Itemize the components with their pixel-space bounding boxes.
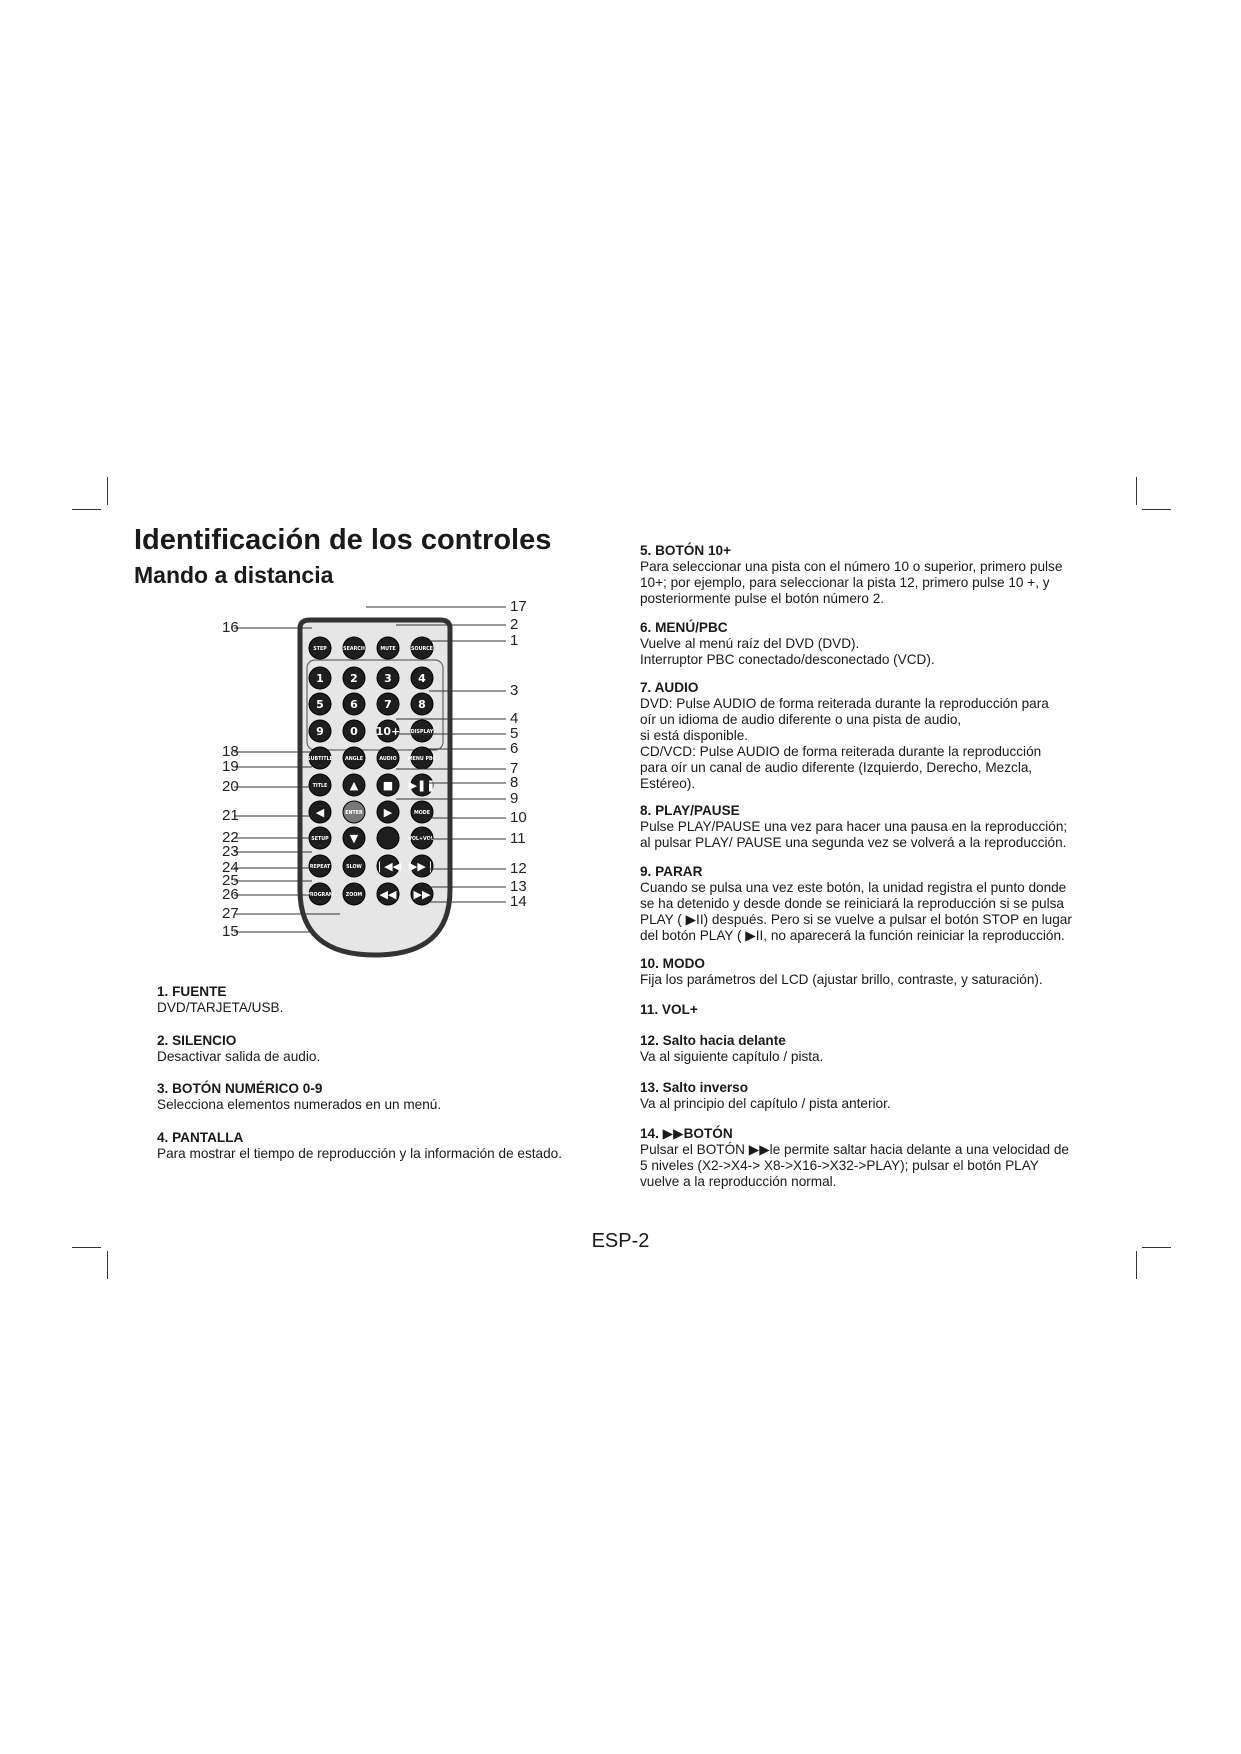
remote-button-mode (411, 801, 433, 823)
remote-button-label: TITLE (312, 784, 328, 789)
section-body: Fija los parámetros del LCD (ajustar brillo, contraste, y saturación). (640, 972, 1043, 987)
section (640, 1002, 1080, 1018)
remote-button-label: 10+ (375, 725, 401, 738)
callout-number: 23 (222, 843, 239, 860)
section (157, 1033, 597, 1065)
callout-number: 16 (222, 619, 239, 636)
remote-button-label: REPEAT (309, 865, 331, 870)
callout-number: 22 (222, 829, 239, 846)
callout-number: 14 (510, 893, 527, 910)
remote-button-label: ▶ (383, 806, 393, 819)
remote-button-label: MODE (413, 811, 431, 816)
page-subtitle: Mando a distancia (134, 562, 334, 588)
section-heading: 4. PANTALLA (157, 1130, 244, 1145)
remote-button-n7 (377, 693, 399, 715)
section-heading: 5. BOTÓN 10+ (640, 543, 732, 558)
remote-button-n9 (309, 720, 331, 742)
remote-button-label: ZOOM (345, 893, 363, 898)
section-body: DVD/TARJETA/USB. (157, 1000, 284, 1015)
crop-mark (1136, 477, 1137, 505)
remote-button-stop (377, 774, 399, 796)
section-heading: 11. VOL+ (640, 1002, 698, 1017)
section (640, 680, 1080, 792)
callout-number: 26 (222, 886, 239, 903)
remote-button-label: SETUP (311, 837, 329, 842)
remote-button-label: DISPLAY (410, 730, 434, 735)
remote-button-label: ◀ (315, 806, 325, 819)
page-number: ESP-2 (591, 1230, 650, 1252)
remote-button-setup (309, 827, 331, 849)
remote-button-up (343, 774, 365, 796)
remote-button-search (343, 637, 365, 659)
remote-button-label: SEARCH (343, 647, 365, 652)
remote-button-label: 2 (350, 672, 358, 685)
remote-button-n2 (343, 667, 365, 689)
callout-number: 3 (510, 682, 519, 699)
remote-button-label: ANGLE (345, 757, 363, 762)
section-body: Va al siguiente capítulo / pista. (640, 1049, 824, 1064)
remote-button-n6 (343, 693, 365, 715)
callout-number: 25 (222, 872, 239, 889)
remote-button-label: ▶▶ (413, 888, 431, 901)
section-body: Para mostrar el tiempo de reproducción y la información de estado. (157, 1146, 562, 1161)
remote-button-display (411, 720, 434, 742)
callout-number: 12 (510, 860, 527, 877)
section-body: Va al principio del capítulo / pista anterior. (640, 1096, 891, 1111)
section (640, 620, 1080, 668)
section (157, 1130, 597, 1162)
section (640, 1033, 1080, 1065)
section-heading: 6. MENÚ/PBC (640, 620, 728, 635)
remote-button-label: 6 (350, 698, 358, 711)
section-body: DVD: Pulse AUDIO de forma reiterada durante la reproducción para oír un idioma de audio diferente o una pista de audio, si está disponible. CD/VCD: Pulse AUDIO de forma reiterada durante la reproducción para oír un canal de audio diferente (Izquierdo, Derecho, Mezcla, Estéreo). (640, 696, 1049, 791)
section-heading: 9. PARAR (640, 864, 703, 879)
remote-button-angle (343, 747, 365, 769)
remote-button-label: ▼ (349, 832, 359, 845)
section-heading: 13. Salto inverso (640, 1080, 749, 1095)
remote-button-n3 (377, 667, 399, 689)
callout-number: 19 (222, 758, 239, 775)
callout-number: 15 (222, 923, 239, 940)
remote-button-label: AUDIO (379, 757, 397, 762)
section-heading: 10. MODO (640, 956, 705, 971)
callout-number: 20 (222, 778, 239, 795)
remote-button-slow (343, 855, 365, 877)
section-body: Vuelve al menú raíz del DVD (DVD). Interruptor PBC conectado/desconectado (VCD). (640, 636, 935, 667)
section (640, 543, 1080, 607)
callout-number: 24 (222, 859, 239, 876)
callout-number: 27 (222, 905, 239, 922)
section (640, 1080, 1080, 1112)
section-body: Desactivar salida de audio. (157, 1049, 321, 1064)
callout-number: 17 (510, 600, 527, 615)
section-heading: 1. FUENTE (157, 984, 227, 999)
remote-button-label: SUBTITLE (307, 757, 333, 762)
remote-button-label: ▲ (349, 779, 359, 792)
section-heading: 2. SILENCIO (157, 1033, 237, 1048)
callout-number: 5 (510, 725, 519, 742)
callout-number: 7 (510, 760, 519, 777)
remote-button-label: ■ (382, 779, 394, 792)
remote-button-n5 (309, 693, 331, 715)
remote-button-label: 0 (350, 725, 358, 738)
remote-button-label: 8 (418, 698, 426, 711)
remote-button-label: ❘◀◀ (374, 860, 402, 873)
crop-mark (1142, 509, 1171, 510)
section-body: Cuando se pulsa una vez este botón, la unidad registra el punto donde se ha detenido y desde donde se reiniciará la reproducción si se pulsa PLAY ( ▶II) después. Pero si se vuelve a pulsar el botón STOP en lugar del botón PLAY ( ▶II, no aparecerá la función reiniciar la reproducción. (640, 880, 1072, 943)
remote-button-source (411, 637, 433, 659)
remote-button-mute (377, 637, 399, 659)
crop-mark (107, 1251, 108, 1279)
remote-button-down (343, 827, 365, 849)
remote-button-label: ▶▶❘ (408, 860, 436, 873)
remote-button-n4 (411, 667, 433, 689)
callout-number: 11 (510, 830, 526, 847)
crop-mark (72, 509, 101, 510)
remote-button-label: ◀◀ (379, 888, 397, 901)
section (157, 984, 597, 1016)
callout-number: 4 (510, 710, 519, 727)
callout-number: 1 (510, 632, 519, 649)
remote-button-label: 1 (316, 672, 324, 685)
section (640, 956, 1080, 988)
remote-button-title (309, 774, 331, 796)
remote-button-zoom (343, 883, 365, 905)
remote-button-label: 4 (418, 672, 426, 685)
callout-number: 9 (510, 790, 519, 807)
callout-number: 6 (510, 740, 519, 757)
section (640, 1126, 1080, 1190)
section-body: Para seleccionar una pista con el número 10 o superior, primero pulse 10+; por ejemplo, para seleccionar la pista 12, primero pulse 10 +, y posteriormente pulse el botón número 2. (640, 559, 1063, 606)
section-body: Pulsar el BOTÓN ▶▶le permite saltar hacia delante a una velocidad de 5 niveles (X2->X4-> X8->X16->X32->PLAY); pulsar el botón PLAY vuelve a la reproducción normal. (640, 1142, 1069, 1189)
section-heading: 7. AUDIO (640, 680, 699, 695)
remote-button-blank (377, 827, 399, 849)
remote-button-label: STEP (313, 647, 327, 652)
remote-button-rew (377, 883, 399, 905)
section (640, 864, 1080, 944)
remote-button-label: ▶❚❚ (408, 779, 436, 792)
remote-button-label: 5 (316, 698, 324, 711)
section-heading: 14. ▶▶BOTÓN (640, 1126, 733, 1141)
remote-button-right (377, 801, 399, 823)
remote-button-step (309, 637, 331, 659)
callout-number: 18 (222, 743, 239, 760)
callout-number: 13 (510, 878, 527, 895)
callout-number: 10 (510, 809, 527, 826)
remote-button-label: MENU PBC (407, 757, 437, 762)
section (640, 803, 1080, 851)
callout-number: 2 (510, 616, 519, 633)
crop-mark (1136, 1251, 1137, 1279)
remote-button-n1 (309, 667, 331, 689)
remote-button-left (309, 801, 331, 823)
remote-button-label: PROGRAM (306, 893, 334, 898)
section-heading: 12. Salto hacia delante (640, 1033, 786, 1048)
remote-button-label: VOL+VOL- (408, 837, 436, 842)
remote-control-diagram (200, 600, 570, 980)
section (157, 1081, 597, 1113)
section-heading: 8. PLAY/PAUSE (640, 803, 740, 818)
remote-button-n0 (343, 720, 365, 742)
remote-button-enter (343, 801, 365, 823)
section-heading: 3. BOTÓN NUMÉRICO 0-9 (157, 1081, 323, 1096)
section-body: Pulse PLAY/PAUSE una vez para hacer una pausa en la reproducción; al pulsar PLAY/ PAUSE una segunda vez se volverá a la reproducción. (640, 819, 1068, 850)
remote-button-n8 (411, 693, 433, 715)
remote-button-label: MUTE (380, 647, 396, 652)
remote-button-label: 9 (316, 725, 324, 738)
remote-button-repeat (309, 855, 331, 877)
crop-mark (107, 477, 108, 505)
remote-button-label: SOURCE (411, 647, 433, 652)
page-title: Identificación de los controles (134, 524, 552, 556)
remote-button-audio (377, 747, 399, 769)
remote-button-label: ENTER (345, 811, 363, 816)
section-body: Selecciona elementos numerados en un menú. (157, 1097, 442, 1112)
remote-button-label: SLOW (346, 865, 362, 870)
remote-button-label: 7 (384, 698, 392, 711)
callout-number: 21 (222, 807, 239, 824)
remote-button-label: 3 (384, 672, 392, 685)
callout-number: 8 (510, 774, 519, 791)
